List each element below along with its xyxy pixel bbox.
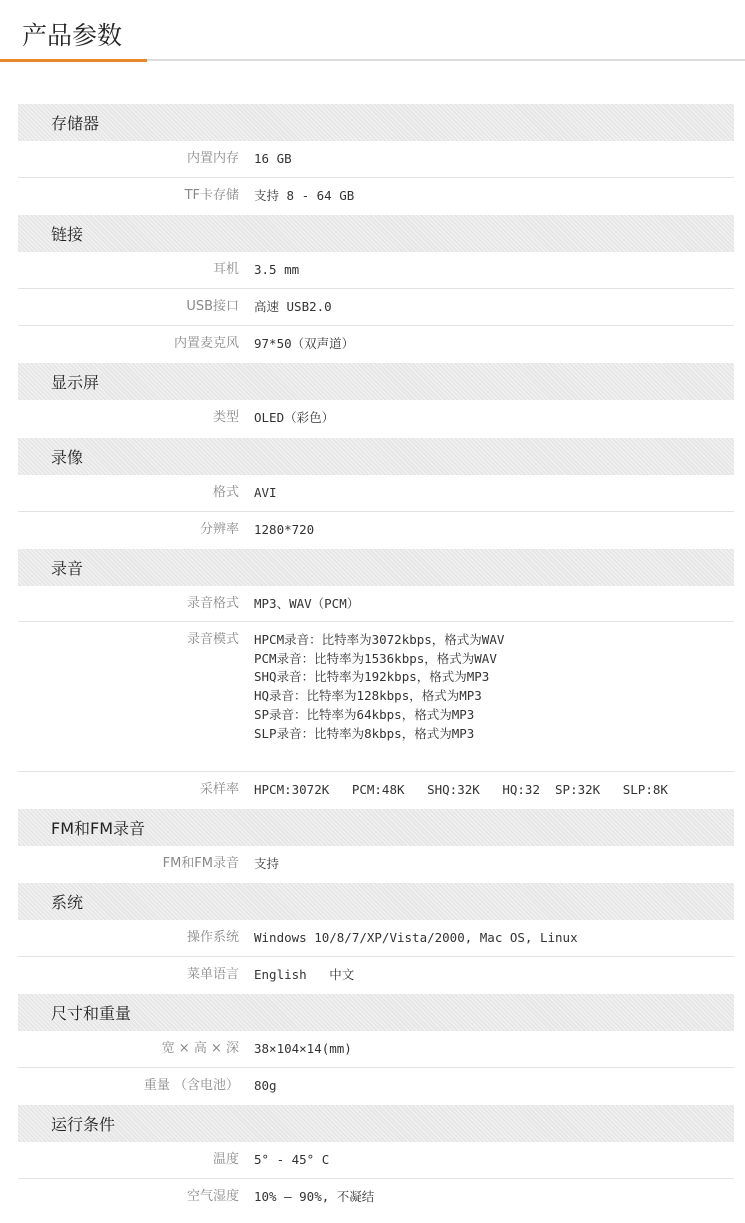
spec-value: 1280*720 [254,522,315,537]
spec-label: 重量 （含电池） [143,1078,239,1093]
section-header: 存储器 [18,104,734,141]
spec-value: 10% — 90%, 不凝结 [254,1189,375,1204]
spec-value: 97*50（双声道） [254,336,355,351]
spec-value: 16 GB [254,151,292,166]
spec-row [18,289,734,326]
spec-row [18,178,734,215]
spec-label: 分辨率 [199,522,239,537]
spec-label: 采样率 [199,782,239,797]
recording-mode-line: HQ录音：比特率为128kbps，格式为MP3 [254,688,482,704]
spec-value: OLED（彩色） [254,410,335,425]
spec-label: 温度 [212,1152,239,1167]
section-audio-recording [18,549,734,809]
section-fm-radio [18,809,734,883]
spec-value: Windows 10/8/7/XP/Vista/2000, Mac OS, Linux [254,930,578,945]
spec-row [18,1179,734,1216]
spec-row [18,141,734,178]
section-header: FM和FM录音 [18,809,734,846]
spec-label: 宽 × 高 × 深 [161,1041,239,1056]
section-connectivity [18,215,734,363]
spec-label: 内置麦克风 [173,336,239,351]
spec-value [239,622,504,743]
section-header: 运行条件 [18,1105,734,1142]
spec-row [18,846,734,883]
sample-rate-value: HPCM:3072K PCM:48K SHQ:32K HQ:32 SP:32K SLP:8K [254,782,668,797]
section-header: 显示屏 [18,363,734,400]
spec-label: 录音格式 [186,596,239,611]
section-header: 系统 [18,883,734,920]
spec-label: TF卡存储 [184,188,239,203]
spec-label: USB接口 [186,299,239,314]
spec-row [18,512,734,549]
spec-label: 菜单语言 [186,967,239,982]
page-header [0,0,745,64]
section-storage [18,104,734,215]
spec-label: 格式 [212,485,239,500]
spec-value: AVI [254,485,277,500]
spec-value: MP3、WAV（PCM） [254,596,360,611]
recording-mode-line: HPCM录音：比特率为3072kbps，格式为WAV [254,632,505,647]
spec-row [18,1031,734,1068]
spec-value: 高速 USB2.0 [254,299,332,314]
spec-value: 80g [254,1078,277,1093]
section-display [18,363,734,438]
spec-row [18,1068,734,1105]
spec-label: 空气湿度 [186,1189,239,1204]
spec-value [239,772,668,800]
spec-label: 操作系统 [186,930,239,945]
spec-value: 支持 8 - 64 GB [254,188,355,203]
spec-value: 38×104×14(mm) [254,1041,352,1056]
spec-row [18,957,734,994]
spec-row [18,586,734,622]
spec-label: 内置内存 [186,151,239,166]
recording-mode-line: SLP录音：比特率为8kbps，格式为MP3 [254,725,475,741]
spec-row [18,622,734,772]
spec-row [18,772,734,809]
section-header: 尺寸和重量 [18,994,734,1031]
recording-mode-line: SP录音：比特率为64kbps，格式为MP3 [254,706,475,722]
spec-label: 类型 [212,410,239,425]
spec-value: 3.5 mm [254,262,300,277]
spec-value [239,957,354,985]
section-video [18,438,734,549]
menu-language-value: English 中文 [254,967,355,982]
spec-row [18,920,734,957]
spec-row [18,400,734,438]
section-system [18,883,734,994]
spec-value: 支持 [254,856,280,871]
section-header: 链接 [18,215,734,252]
section-operating-conditions [18,1105,734,1216]
spec-row [18,252,734,289]
recording-mode-line: SHQ录音：比特率为192kbps，格式为MP3 [254,669,490,685]
section-header: 录像 [18,438,734,475]
title-accent-bar [0,59,147,62]
spec-label: 耳机 [212,262,239,277]
spec-row [18,1142,734,1179]
spec-table [18,104,734,1216]
spec-label: 录音模式 [186,632,239,647]
section-size-weight [18,994,734,1105]
spec-row [18,326,734,363]
spec-value: 5° - 45° C [254,1152,330,1167]
spec-label: FM和FM录音 [162,856,239,871]
recording-mode-line: PCM录音：比特率为1536kbps，格式为WAV [254,650,497,666]
spec-row [18,475,734,512]
section-header: 录音 [18,549,734,586]
page-title: 产品参数 [22,21,123,50]
